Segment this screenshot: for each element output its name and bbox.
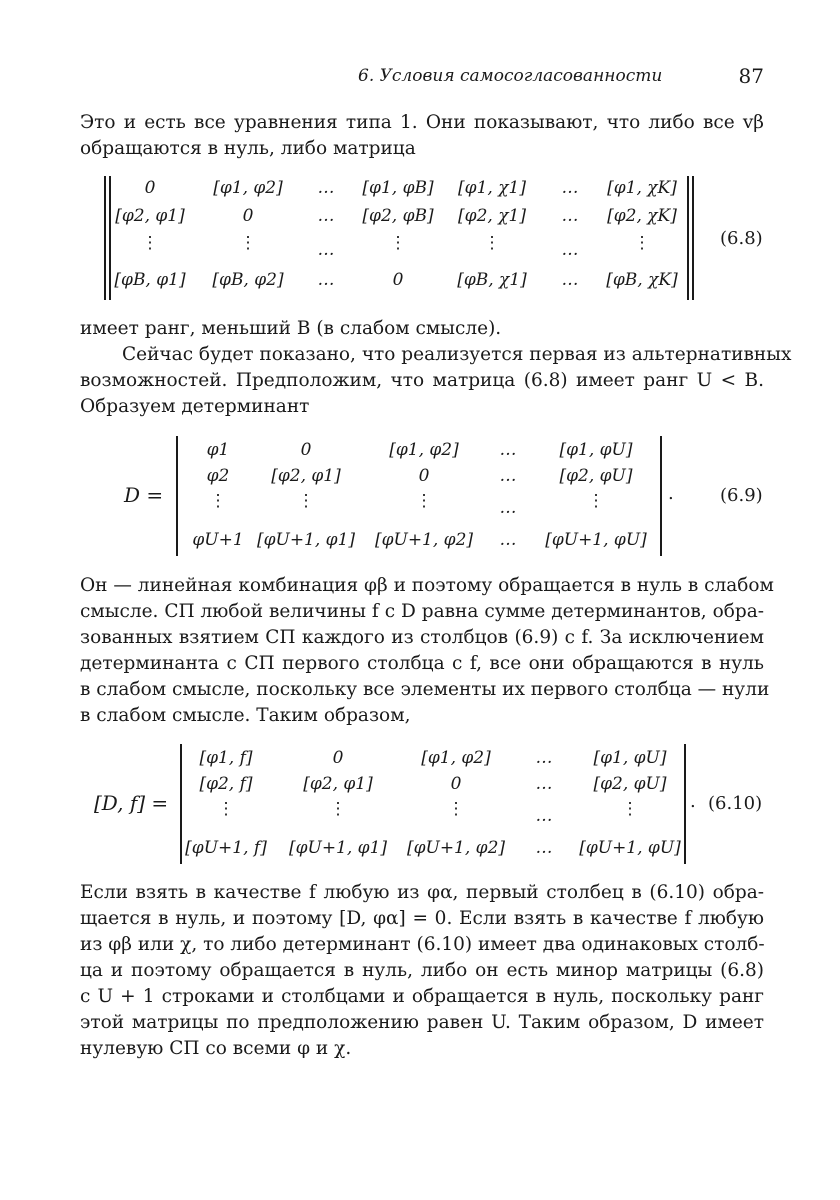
matrix-cell: [φU+1, φ1] <box>288 838 388 858</box>
matrix-cell: [φU+1, f] <box>185 838 267 858</box>
text-line: Сейчас будет показано, что реализуется первая из альтернативных <box>122 344 792 365</box>
text-line: в слабом смысле. Таким образом, <box>80 705 411 726</box>
matrix-cell: [φ2, φ1] <box>303 774 373 794</box>
matrix-cell: … <box>535 838 553 858</box>
paragraph-1 <box>80 110 764 162</box>
matrix-cell: … <box>317 178 335 198</box>
matrix-cell: 0 <box>144 178 156 198</box>
matrix-cell: [φ1, φ2] <box>421 748 491 768</box>
matrix-cell: [φ2, φ1] <box>271 466 341 486</box>
matrix-cell: ⋮ <box>415 491 433 511</box>
matrix-cell: [φ1, χK] <box>607 178 677 198</box>
text-line: Это и есть все уравнения типа 1. Они показывают, что либо все vβ <box>80 112 764 133</box>
text-line: с U + 1 строками и столбцами и обращается в нуль, поскольку ранг <box>80 986 764 1007</box>
matrix-cell: [φ2, φB] <box>362 206 434 226</box>
text-line: щается в нуль, и поэтому [D, φα] = 0. Если взять в качестве f любую <box>80 908 764 929</box>
matrix-cell: … <box>317 240 335 260</box>
matrix-cell: [φB, φ2] <box>212 270 284 290</box>
equation-number-6-8: (6.8) <box>720 228 763 249</box>
matrix-cell: … <box>561 270 579 290</box>
matrix-cell: … <box>499 530 517 550</box>
matrix-cell: … <box>317 270 335 290</box>
paragraph-5 <box>80 880 764 1062</box>
matrix-cell: [φ2, φU] <box>593 774 667 794</box>
matrix-cell: ⋮ <box>447 799 465 819</box>
matrix-cell: 0 <box>450 774 462 794</box>
matrix-cell: [φU+1, φU] <box>579 838 681 858</box>
paragraph-4 <box>80 573 774 729</box>
matrix-cell: 0 <box>418 466 430 486</box>
matrix-cell: [φ1, f] <box>199 748 253 768</box>
matrix-cell: [φ1, φ2] <box>389 440 459 460</box>
matrix-cell: [φU+1, φ2] <box>374 530 474 550</box>
matrix-cell: 0 <box>300 440 312 460</box>
matrix-cell: [φ1, φ2] <box>213 178 283 198</box>
text-line: этой матрицы по предположению равен U. Таким образом, D имеет <box>80 1012 764 1033</box>
matrix-cell: ⋮ <box>329 799 347 819</box>
matrix-cell: 0 <box>332 748 344 768</box>
matrix-cell: φ1 <box>206 440 230 460</box>
matrix-cell: … <box>535 748 553 768</box>
matrix-cell: [φ1, χ1] <box>458 178 526 198</box>
equation-number-6-9: (6.9) <box>720 485 763 506</box>
text-line: ца и поэтому обращается в нуль, либо он есть минор матрицы (6.8) <box>80 960 764 981</box>
page-header <box>80 62 764 92</box>
matrix-6-10 <box>180 744 686 864</box>
text-line: из φβ или χ, то либо детерминант (6.10) имеет два одинаковых столб- <box>80 934 765 955</box>
matrix-cell: … <box>499 498 517 518</box>
equation-lhs-6-9: D = <box>124 483 164 507</box>
matrix-cell: … <box>535 806 553 826</box>
matrix-cell: … <box>561 178 579 198</box>
matrix-cell: ⋮ <box>239 233 257 253</box>
matrix-cell: 0 <box>242 206 254 226</box>
period: . <box>690 791 696 812</box>
matrix-cell: ⋮ <box>621 799 639 819</box>
paragraph-3 <box>80 342 792 420</box>
matrix-cell: [φ1, φU] <box>593 748 667 768</box>
matrix-cell: [φU+1, φ1] <box>256 530 356 550</box>
matrix-cell: 0 <box>392 270 404 290</box>
matrix-cell: ⋮ <box>389 233 407 253</box>
text-line: возможностей. Предположим, что матрица (6.8) имеет ранг U < B. <box>80 370 764 391</box>
matrix-cell: … <box>535 774 553 794</box>
text-line: нулевую СП со всеми φ и χ. <box>80 1038 352 1059</box>
matrix-cell: … <box>499 440 517 460</box>
matrix-cell: ⋮ <box>483 233 501 253</box>
text-line: зованных взятием СП каждого из столбцов (6.9) с f. За исключением <box>80 627 764 648</box>
matrix-cell: [φU+1, φU] <box>545 530 647 550</box>
matrix-cell: [φ2, f] <box>199 774 253 794</box>
matrix-cell: [φ1, φB] <box>362 178 434 198</box>
matrix-cell: ⋮ <box>297 491 315 511</box>
matrix-cell: [φ2, χK] <box>607 206 677 226</box>
paragraph-2 <box>80 316 764 342</box>
equation-number-6-10: (6.10) <box>708 793 763 814</box>
matrix-6-8 <box>104 176 694 300</box>
text-line: в слабом смысле, поскольку все элементы их первого столбца — нули <box>80 679 770 700</box>
text-line: детерминанта с СП первого столбца с f, все они обращаются в нуль <box>80 653 764 674</box>
matrix-cell: … <box>561 206 579 226</box>
matrix-cell: [φ2, χ1] <box>458 206 526 226</box>
page-number: 87 <box>738 64 764 88</box>
matrix-cell: ⋮ <box>633 233 651 253</box>
matrix-cell: φ2 <box>206 466 230 486</box>
matrix-cell: … <box>561 240 579 260</box>
text-line: Образуем детерминант <box>80 396 310 417</box>
text-line: Он — линейная комбинация φβ и поэтому обращается в нуль в слабом <box>80 575 774 596</box>
matrix-cell: … <box>499 466 517 486</box>
matrix-cell: [φB, χK] <box>606 270 678 290</box>
period: . <box>668 483 674 504</box>
text-line: имеет ранг, меньший B (в слабом смысле). <box>80 318 502 339</box>
text-line: Если взять в качестве f любую из φα, первый столбец в (6.10) обра- <box>80 882 764 903</box>
matrix-cell: ⋮ <box>141 233 159 253</box>
running-head: 6. Условия самосогласованности <box>358 66 663 86</box>
matrix-cell: … <box>317 206 335 226</box>
matrix-cell: [φ2, φ1] <box>115 206 185 226</box>
matrix-cell: [φB, χ1] <box>457 270 527 290</box>
matrix-cell: ⋮ <box>217 799 235 819</box>
matrix-cell: φU+1 <box>192 530 244 550</box>
text-line: обращаются в нуль, либо матрица <box>80 138 416 159</box>
matrix-cell: [φB, φ1] <box>114 270 186 290</box>
matrix-cell: ⋮ <box>209 491 227 511</box>
matrix-cell: [φU+1, φ2] <box>406 838 506 858</box>
matrix-cell: [φ2, φU] <box>559 466 633 486</box>
matrix-cell: [φ1, φU] <box>559 440 633 460</box>
equation-lhs-6-10: [D, f] = <box>94 791 169 815</box>
matrix-cell: ⋮ <box>587 491 605 511</box>
matrix-6-9 <box>176 436 662 556</box>
text-line: смысле. СП любой величины f с D равна сумме детерминантов, обра- <box>80 601 764 622</box>
